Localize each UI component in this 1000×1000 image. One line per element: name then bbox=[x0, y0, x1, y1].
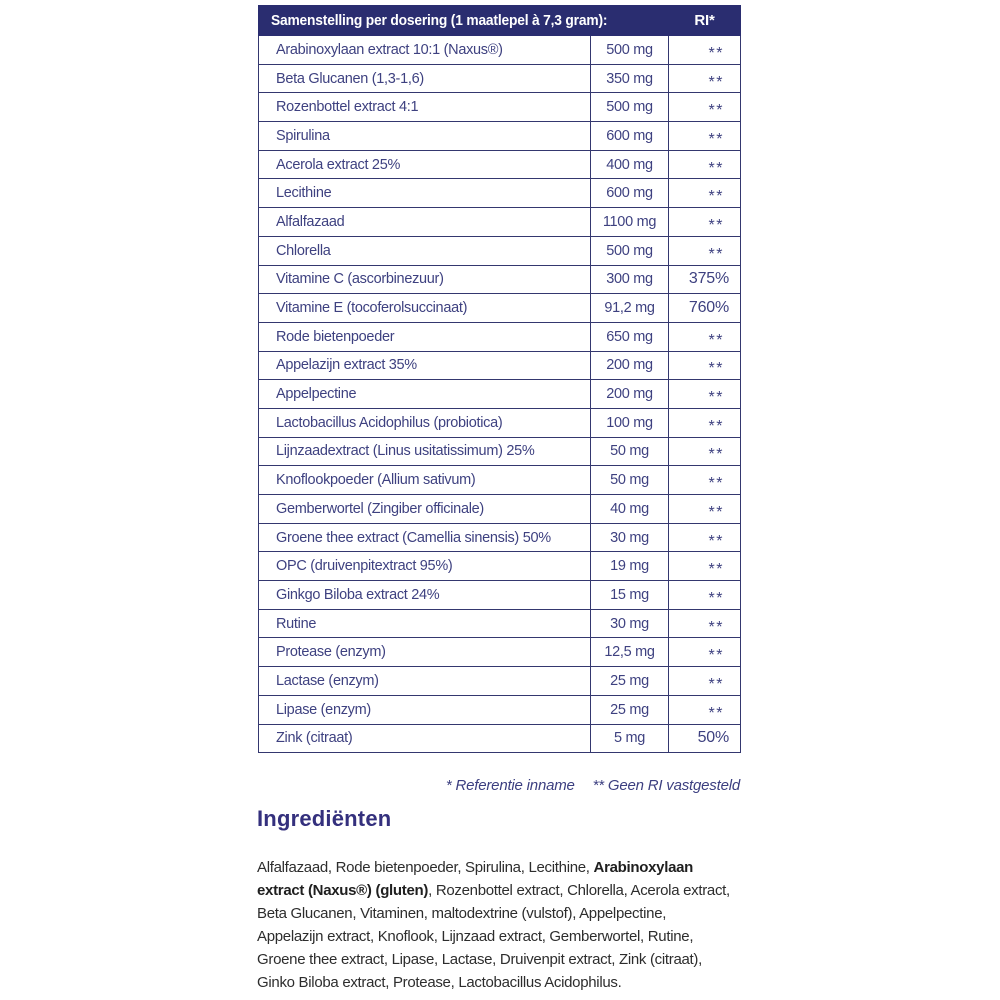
table-row bbox=[259, 322, 741, 351]
header-title: Samenstelling per dosering (1 maatlepel à 7,3 gram): bbox=[270, 12, 608, 29]
ingredient-name-cell: Lipase (enzym) bbox=[259, 695, 591, 724]
ingredient-ri-cell bbox=[669, 495, 741, 524]
ingredient-ri-cell bbox=[669, 667, 741, 696]
composition-table-header bbox=[259, 6, 741, 36]
ingredient-name-cell: Groene thee extract (Camellia sinensis) 50% bbox=[259, 523, 591, 552]
ri-value: ** bbox=[708, 44, 724, 62]
table-row bbox=[259, 724, 741, 753]
ingredient-ri-cell bbox=[669, 408, 741, 437]
ingredient-amount-cell: 91,2 mg bbox=[591, 294, 669, 323]
ingredient-amount-cell: 25 mg bbox=[591, 667, 669, 696]
ingredient-name-cell: Appelazijn extract 35% bbox=[259, 351, 591, 380]
ri-value: ** bbox=[708, 417, 724, 435]
ri-value: ** bbox=[708, 618, 724, 636]
ingredient-ri-cell bbox=[669, 380, 741, 409]
ri-value: ** bbox=[708, 130, 724, 148]
table-row bbox=[259, 179, 741, 208]
ingredient-ri-cell bbox=[669, 724, 741, 753]
ingredient-ri-cell bbox=[669, 552, 741, 581]
header-ri-cell bbox=[669, 6, 741, 36]
ingredients-text-before: Alfalfazaad, Rode bietenpoeder, Spirulina, Lecithine, bbox=[257, 859, 594, 876]
ri-value: ** bbox=[708, 647, 724, 665]
ingredient-name-cell: Beta Glucanen (1,3-1,6) bbox=[259, 64, 591, 93]
footnote-reference-intake: * Referentie inname bbox=[445, 777, 575, 794]
ri-value: 50% bbox=[697, 729, 729, 747]
ingredient-name-cell: Rode bietenpoeder bbox=[259, 322, 591, 351]
ingredient-ri-cell bbox=[669, 695, 741, 724]
table-row bbox=[259, 552, 741, 581]
ri-value: ** bbox=[708, 589, 724, 607]
ingredient-ri-cell bbox=[669, 322, 741, 351]
ingredient-amount-cell: 200 mg bbox=[591, 380, 669, 409]
ingredient-amount-cell: 500 mg bbox=[591, 236, 669, 265]
composition-table bbox=[258, 5, 741, 753]
ingredient-name-cell: OPC (druivenpitextract 95%) bbox=[259, 552, 591, 581]
table-row bbox=[259, 236, 741, 265]
ingredients-text-bold: Arabinoxylaan extract (Naxus®) (gluten) bbox=[257, 859, 694, 899]
ingredient-ri-cell bbox=[669, 437, 741, 466]
ingredient-ri-cell bbox=[669, 122, 741, 151]
table-row bbox=[259, 408, 741, 437]
ri-value: ** bbox=[708, 704, 724, 722]
table-row bbox=[259, 581, 741, 610]
ingredient-ri-cell bbox=[669, 36, 741, 65]
table-row bbox=[259, 351, 741, 380]
footnote-no-ri: ** Geen RI vastgesteld bbox=[592, 777, 740, 794]
table-row bbox=[259, 150, 741, 179]
ingredient-ri-cell bbox=[669, 93, 741, 122]
ingredient-amount-cell: 100 mg bbox=[591, 408, 669, 437]
ri-value: ** bbox=[708, 245, 724, 263]
table-row bbox=[259, 294, 741, 323]
table-row bbox=[259, 36, 741, 65]
ingredients-text-after: , Rozenbottel extract, Chlorella, Acerola extract, Beta Glucanen, Vitaminen, maltodextrine (vulstof), Appelpectine, Appelazijn extract, Knoflook, Lijnzaad extract, Gemberwortel, Rutine, Groene thee extract, Lipase, Lactase, Druivenpit extract, Zink (citraat), Ginko Biloba extract, Protease, Lactobacillus Acidophilus. bbox=[257, 882, 730, 991]
ingredients-paragraph bbox=[257, 856, 735, 994]
ingredient-amount-cell: 1100 mg bbox=[591, 208, 669, 237]
ri-value: ** bbox=[708, 446, 724, 464]
ingredient-name-cell: Zink (citraat) bbox=[259, 724, 591, 753]
ingredient-ri-cell bbox=[669, 351, 741, 380]
ingredient-amount-cell: 5 mg bbox=[591, 724, 669, 753]
ingredient-amount-cell: 350 mg bbox=[591, 64, 669, 93]
ingredient-amount-cell: 500 mg bbox=[591, 36, 669, 65]
ingredient-ri-cell bbox=[669, 208, 741, 237]
table-row bbox=[259, 265, 741, 294]
ingredients-heading: Ingrediënten bbox=[257, 806, 392, 831]
ingredient-name-cell: Chlorella bbox=[259, 236, 591, 265]
ri-value: ** bbox=[708, 188, 724, 206]
ingredient-amount-cell: 400 mg bbox=[591, 150, 669, 179]
table-row bbox=[259, 122, 741, 151]
header-title-cell bbox=[259, 6, 669, 36]
ingredient-name-cell: Arabinoxylaan extract 10:1 (Naxus®) bbox=[259, 36, 591, 65]
table-row bbox=[259, 695, 741, 724]
header-row bbox=[259, 6, 741, 36]
ingredient-amount-cell: 30 mg bbox=[591, 523, 669, 552]
ingredient-name-cell: Alfalfazaad bbox=[259, 208, 591, 237]
ri-value: 760% bbox=[688, 299, 729, 317]
ingredient-ri-cell bbox=[669, 581, 741, 610]
table-row bbox=[259, 380, 741, 409]
footnote bbox=[258, 777, 740, 794]
ingredient-ri-cell bbox=[669, 523, 741, 552]
composition-table-body bbox=[259, 36, 741, 753]
table-row bbox=[259, 93, 741, 122]
ingredient-amount-cell: 25 mg bbox=[591, 695, 669, 724]
ingredient-amount-cell: 30 mg bbox=[591, 609, 669, 638]
ri-value: ** bbox=[708, 389, 724, 407]
ingredient-amount-cell: 12,5 mg bbox=[591, 638, 669, 667]
ri-value: ** bbox=[708, 360, 724, 378]
ingredient-name-cell: Lactase (enzym) bbox=[259, 667, 591, 696]
ingredient-name-cell: Rozenbottel extract 4:1 bbox=[259, 93, 591, 122]
ingredient-ri-cell bbox=[669, 179, 741, 208]
ingredient-amount-cell: 600 mg bbox=[591, 122, 669, 151]
ingredient-ri-cell bbox=[669, 466, 741, 495]
ingredient-ri-cell bbox=[669, 64, 741, 93]
table-row bbox=[259, 437, 741, 466]
ingredient-name-cell: Ginkgo Biloba extract 24% bbox=[259, 581, 591, 610]
ingredient-amount-cell: 500 mg bbox=[591, 93, 669, 122]
ingredient-amount-cell: 200 mg bbox=[591, 351, 669, 380]
ingredient-name-cell: Protease (enzym) bbox=[259, 638, 591, 667]
ri-value: ** bbox=[708, 331, 724, 349]
ingredient-amount-cell: 40 mg bbox=[591, 495, 669, 524]
header-ri-label: RI* bbox=[694, 12, 715, 29]
ingredient-amount-cell: 600 mg bbox=[591, 179, 669, 208]
ingredient-name-cell: Rutine bbox=[259, 609, 591, 638]
ingredient-amount-cell: 19 mg bbox=[591, 552, 669, 581]
ingredient-amount-cell: 50 mg bbox=[591, 466, 669, 495]
ri-value: ** bbox=[708, 675, 724, 693]
ingredient-ri-cell bbox=[669, 150, 741, 179]
ingredient-name-cell: Knoflookpoeder (Allium sativum) bbox=[259, 466, 591, 495]
ingredient-ri-cell bbox=[669, 294, 741, 323]
ingredient-name-cell: Appelpectine bbox=[259, 380, 591, 409]
ingredient-name-cell: Vitamine C (ascorbinezuur) bbox=[259, 265, 591, 294]
table-row bbox=[259, 495, 741, 524]
ri-value: ** bbox=[708, 475, 724, 493]
ri-value: ** bbox=[708, 73, 724, 91]
ingredient-ri-cell bbox=[669, 265, 741, 294]
ri-value: ** bbox=[708, 503, 724, 521]
ri-value: ** bbox=[708, 216, 724, 234]
ingredient-amount-cell: 300 mg bbox=[591, 265, 669, 294]
ri-value: 375% bbox=[688, 270, 729, 288]
table-row bbox=[259, 609, 741, 638]
table-row bbox=[259, 523, 741, 552]
ri-value: ** bbox=[708, 102, 724, 120]
ingredient-name-cell: Gemberwortel (Zingiber officinale) bbox=[259, 495, 591, 524]
ingredient-amount-cell: 15 mg bbox=[591, 581, 669, 610]
ingredient-amount-cell: 50 mg bbox=[591, 437, 669, 466]
table-row bbox=[259, 638, 741, 667]
table-row bbox=[259, 466, 741, 495]
ri-value: ** bbox=[708, 532, 724, 550]
ingredient-ri-cell bbox=[669, 236, 741, 265]
ingredient-ri-cell bbox=[669, 638, 741, 667]
ingredient-name-cell: Lecithine bbox=[259, 179, 591, 208]
ingredient-name-cell: Lactobacillus Acidophilus (probiotica) bbox=[259, 408, 591, 437]
table-row bbox=[259, 64, 741, 93]
ingredient-ri-cell bbox=[669, 609, 741, 638]
ingredient-amount-cell: 650 mg bbox=[591, 322, 669, 351]
ingredient-name-cell: Lijnzaadextract (Linus usitatissimum) 25% bbox=[259, 437, 591, 466]
ingredient-name-cell: Vitamine E (tocoferolsuccinaat) bbox=[259, 294, 591, 323]
ingredient-name-cell: Spirulina bbox=[259, 122, 591, 151]
table-row bbox=[259, 208, 741, 237]
ri-value: ** bbox=[708, 561, 724, 579]
ri-value: ** bbox=[708, 159, 724, 177]
table-row bbox=[259, 667, 741, 696]
ingredient-name-cell: Acerola extract 25% bbox=[259, 150, 591, 179]
